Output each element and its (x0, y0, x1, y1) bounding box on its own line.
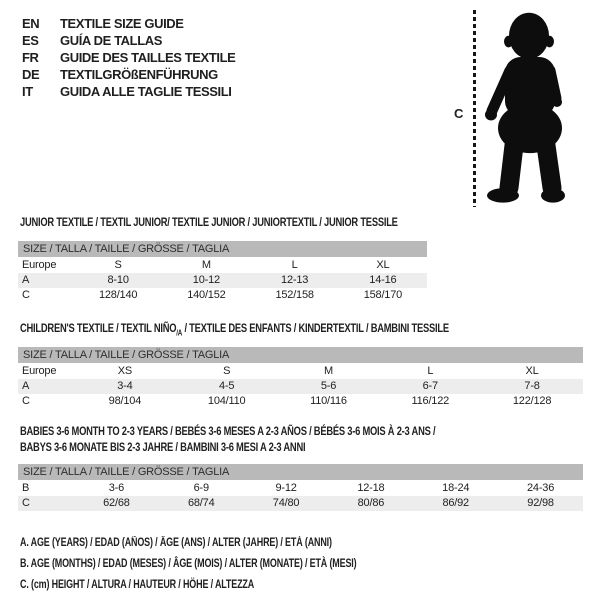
age-cell: 10-12 (192, 274, 220, 286)
language-row-it (22, 83, 235, 100)
size-header-row (18, 241, 427, 258)
guide-title-it: GUIDA ALLE TAGLIE TESSILI (60, 84, 232, 99)
size-cell: XL (376, 259, 390, 271)
table-row-europe (18, 258, 427, 273)
size-header-label: SIZE / TALLA / TAILLE / GRÖSSE / TAGLIA (23, 466, 230, 478)
height-measure-dashed-line (473, 10, 476, 207)
age-cell: 7-8 (524, 380, 540, 392)
table-row-height (18, 288, 427, 303)
language-code: ES (22, 33, 39, 48)
children-title-sub: /A (176, 328, 183, 338)
height-cell: 110/116 (310, 395, 347, 407)
babies-section-title (20, 423, 435, 455)
age-cell: 6-7 (422, 380, 438, 392)
size-cell: XS (117, 365, 133, 377)
age-cell: 12-13 (281, 274, 309, 286)
language-row-de (22, 66, 235, 83)
height-cell: 62/68 (103, 497, 130, 509)
junior-section-title (20, 214, 398, 230)
row-label: Europe (22, 365, 57, 377)
age-cell: 5-6 (320, 380, 337, 392)
height-cell: 116/122 (411, 395, 450, 407)
size-header-row (18, 464, 583, 481)
size-cell: M (324, 365, 333, 377)
height-cell: 68/74 (187, 497, 215, 509)
language-row-en (22, 15, 235, 32)
height-cell: 140/152 (187, 289, 226, 301)
guide-title-de: TEXTILGRÖßENFÜHRUNG (60, 67, 218, 82)
age-cell: 3-4 (117, 380, 133, 392)
table-row-age-months (18, 481, 583, 496)
size-cell: S (223, 365, 231, 377)
row-label: Europe (22, 259, 57, 271)
legend-line-a: A. AGE (YEARS) / EDAD (AÑOS) / ÂGE (ANS) / ALTER (JAHRE) / ETÀ (ANNI) (20, 537, 332, 549)
size-header-label: SIZE / TALLA / TAILLE / GRÖSSE / TAGLIA (23, 243, 230, 255)
row-label: A (22, 380, 30, 392)
babies-size-table (18, 464, 583, 511)
age-cell: 24-36 (526, 482, 555, 494)
children-title-post: / TEXTILE DES ENFANTS / KINDERTEXTIL / BAMBINI TESSILE (182, 321, 449, 335)
height-cell: 128/140 (98, 289, 138, 301)
size-header-row (18, 347, 583, 364)
size-cell: XL (525, 365, 539, 377)
table-row-age-years (18, 379, 583, 394)
measurement-legend (20, 533, 356, 596)
age-cell: 3-6 (108, 482, 125, 494)
guide-title-fr: GUIDE DES TAILLES TEXTILE (60, 50, 236, 65)
height-cell: 80/86 (357, 497, 385, 509)
age-cell: 18-24 (442, 482, 470, 494)
language-code: IT (22, 84, 33, 99)
age-cell: 8-10 (107, 274, 129, 286)
height-cell: 92/98 (527, 497, 554, 509)
language-code: FR (22, 50, 39, 65)
height-cell: 152/158 (275, 289, 314, 301)
age-cell: 6-9 (193, 482, 209, 494)
children-section-title (20, 320, 449, 341)
height-cell: 86/92 (442, 497, 469, 509)
language-row-es (22, 32, 235, 49)
row-label: C (22, 289, 30, 301)
language-row-fr (22, 49, 235, 66)
row-label: A (22, 274, 30, 286)
children-title-pre: CHILDREN'S TEXTILE / TEXTIL NIÑO (20, 321, 177, 335)
age-cell: 14-16 (369, 274, 397, 286)
row-label: C (22, 395, 30, 407)
size-cell: S (114, 259, 122, 271)
junior-section-title-text: JUNIOR TEXTILE / TEXTIL JUNIOR/ TEXTILE JUNIOR / JUNIORTEXTIL / JUNIOR TESSILE (20, 215, 398, 229)
size-cell: L (427, 365, 434, 377)
height-measure-label: C (454, 106, 464, 121)
babies-title-line2: BABYS 3-6 MONATE BIS 2-3 JAHRE / BAMBINI 3-6 MESI A 2-3 ANNI (20, 440, 306, 454)
row-label: C (22, 497, 30, 509)
size-cell: L (291, 259, 298, 271)
legend-line-c: C. (cm) HEIGHT / ALTURA / HAUTEUR / HÖHE / ALTEZZA (20, 579, 255, 591)
guide-title-es: GUÍA DE TALLAS (60, 33, 163, 48)
language-code: EN (22, 16, 40, 31)
junior-size-table (18, 241, 427, 303)
height-cell: 74/80 (272, 497, 300, 509)
table-row-height (18, 394, 583, 409)
age-cell: 12-18 (357, 482, 385, 494)
height-cell: 98/104 (108, 395, 142, 407)
guide-title-en: TEXTILE SIZE GUIDE (60, 16, 184, 31)
legend-line-b: B. AGE (MONTHS) / EDAD (MESES) / ÂGE (MOIS) / ALTER (MONATE) / ETÀ (MESI) (20, 558, 357, 570)
table-row-height (18, 496, 583, 511)
height-cell: 158/170 (363, 289, 403, 301)
size-header-label: SIZE / TALLA / TAILLE / GRÖSSE / TAGLIA (23, 349, 230, 361)
table-row-europe (18, 364, 583, 379)
children-size-table (18, 347, 583, 409)
row-label: B (22, 482, 30, 494)
age-cell: 9-12 (275, 482, 297, 494)
language-code: DE (22, 67, 40, 82)
toddler-silhouette-icon (481, 5, 581, 207)
babies-title-line1: BABIES 3-6 MONTH TO 2-3 YEARS / BEBÉS 3-6 MESES A 2-3 AÑOS / BÉBÉS 3-6 MOIS À 2-3 ANS / (20, 424, 436, 438)
size-cell: M (201, 259, 211, 271)
height-cell: 104/110 (207, 395, 246, 407)
age-cell: 4-5 (219, 380, 235, 392)
height-cell: 122/128 (512, 395, 552, 407)
table-row-age-years (18, 273, 427, 288)
language-title-list (22, 15, 235, 100)
